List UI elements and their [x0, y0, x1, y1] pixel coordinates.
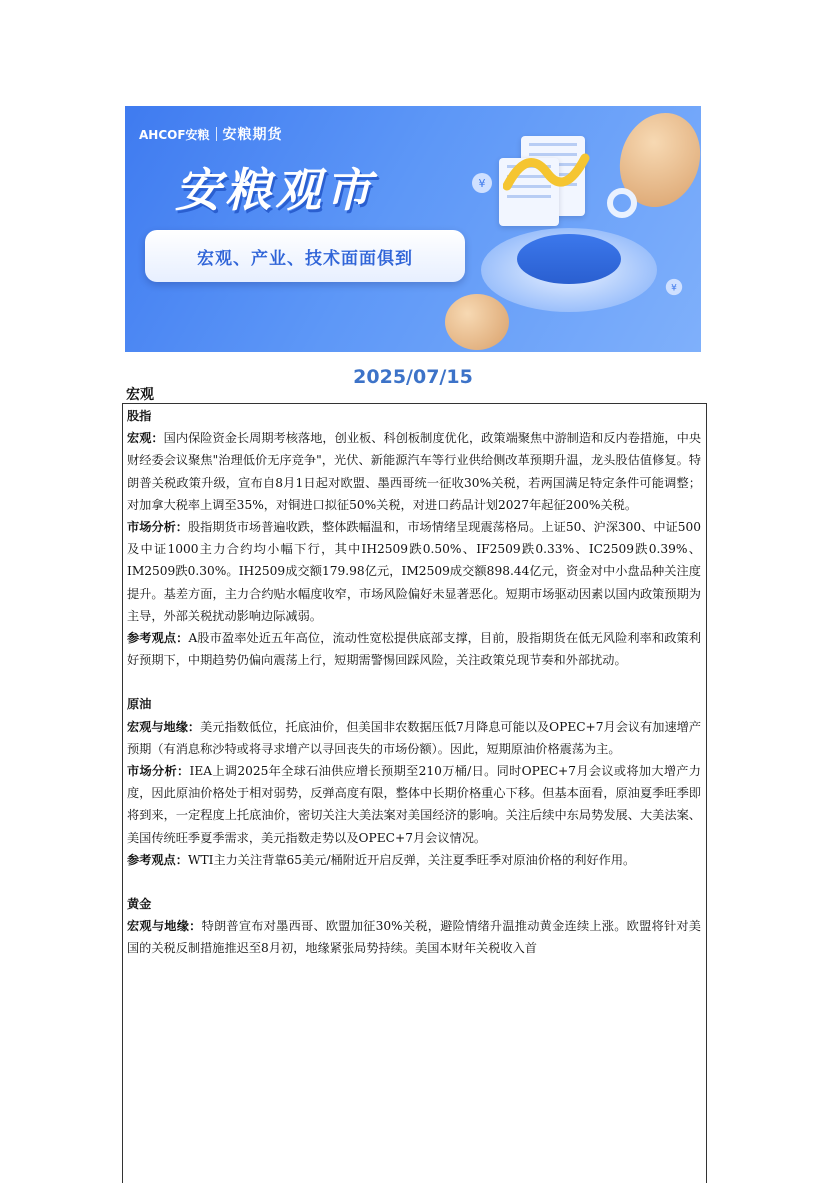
paragraph	[127, 516, 701, 627]
header-banner	[125, 106, 701, 352]
paragraph-key: 宏观与地缘：	[127, 719, 201, 734]
paragraph	[127, 849, 701, 871]
paragraph-text: A股市盈率处近五年高位，流动性宽松提供底部支撑，目前，股指期货在低无风险利率和政策利好预期下，中期趋势仍偏向震荡上行，短期需警惕回踩风险，关注政策兑现节奏和外部扰动。	[127, 631, 701, 668]
report-date: 2025/07/15	[353, 366, 473, 388]
paragraph	[127, 627, 701, 671]
paragraph-key: 宏观：	[127, 431, 164, 446]
paragraph	[127, 760, 701, 849]
paragraph-key: 参考观点：	[127, 631, 189, 646]
block-heading: 股指	[127, 409, 152, 423]
logo-divider	[216, 127, 217, 141]
logo-en: AHCOF安粮	[139, 127, 210, 142]
paragraph	[127, 915, 701, 959]
company-logo	[139, 124, 283, 144]
banner-subtitle-box	[145, 230, 465, 282]
section-label: 宏观	[126, 387, 154, 403]
svg-text:¥: ¥	[478, 177, 486, 190]
logo-cn: 安粮期货	[222, 127, 283, 143]
paragraph-key: 宏观与地缘：	[127, 919, 202, 934]
coin-icon	[445, 294, 509, 350]
paragraph	[127, 427, 701, 516]
yen-coin-icon	[471, 172, 493, 194]
trend-arrow-icon	[503, 146, 593, 196]
banner-title: 安粮观市	[175, 163, 375, 217]
paragraph-key: 参考观点：	[127, 852, 188, 867]
paragraph	[127, 716, 701, 760]
block-heading: 黄金	[127, 897, 152, 912]
block-heading: 原油	[127, 697, 152, 712]
paragraph-text: 股指期货市场普遍收跌，整体跌幅温和，市场情绪呈现震荡格局。上证50、沪深300、中证500及中证1000主力合约均小幅下行，其中IH2509跌0.50%、IF2509跌0.33%、IC2509跌0.39%、IM2509跌0.30%。IH2509成交额179.98亿元，IM2509成交额898.44亿元，资金对中小盘品种关注度提升。基差方面，主力合约贴水幅度收窄，市场风险偏好未显著恶化。短期市场驱动因素以国内政策预期为主导，外部关税扰动影响边际减弱。	[127, 520, 701, 623]
paragraph-key: 市场分析：	[127, 764, 190, 779]
block-spacer	[127, 871, 701, 893]
report-content	[127, 405, 701, 960]
search-icon	[607, 188, 637, 218]
paragraph-key: 市场分析：	[127, 520, 188, 535]
paragraph-text: 国内保险资金长周期考核落地，创业板、科创板制度优化，政策端聚焦中游制造和反内卷措施，中央财经委会议聚焦"治理低价无序竞争"，光伏、新能源汽车等行业供给侧改革预期升温，龙头股估值修复。特朗普关税政策升级，宣布自8月1日起对欧盟、墨西哥统一征收30%关税，若两国满足特定条件可能调整；对加拿大税率上调至35%，对铜进口拟征50%关税，对进口药品计划2027年起征200%关税。	[127, 431, 702, 512]
platform-icon	[517, 234, 621, 284]
yen-coin-icon	[665, 278, 683, 296]
block-spacer	[127, 671, 701, 693]
paragraph-text: IEA上调2025年全球石油供应增长预期至210万桶/日。同时OPEC+7月会议或将加大增产力度，因此原油价格处于相对弱势，反弹高度有限，整体中长期价格重心下移。但基本面看，原油夏季旺季即将到来，一定程度上托底油价，密切关注大美法案对美国经济的影响。关注后续中东局势发展、大美法案、美国传统旺季夏季需求，美元指数走势以及OPEC+7月会议情况。	[127, 764, 701, 845]
paragraph-text: WTI主力关注背靠65美元/桶附近开启反弹，关注夏季旺季对原油价格的利好作用。	[187, 852, 636, 867]
svg-text:¥: ¥	[671, 283, 677, 294]
paragraph-text: 特朗普宣布对墨西哥、欧盟加征30%关税，避险情绪升温推动黄金连续上涨。欧盟将针对美国的关税反制措施推迟至8月初，地缘紧张局势持续。美国本财年关税收入首	[127, 919, 701, 956]
banner-subtitle: 宏观、产业、技术面面俱到	[197, 248, 413, 269]
paragraph-text: 美元指数低位，托底油价，但美国非农数据压低7月降息可能以及OPEC+7月会议有加速增产预期（有消息称沙特或将寻求增产以寻回丧失的市场份额）。因此，短期原油价格震荡为主。	[127, 719, 702, 756]
